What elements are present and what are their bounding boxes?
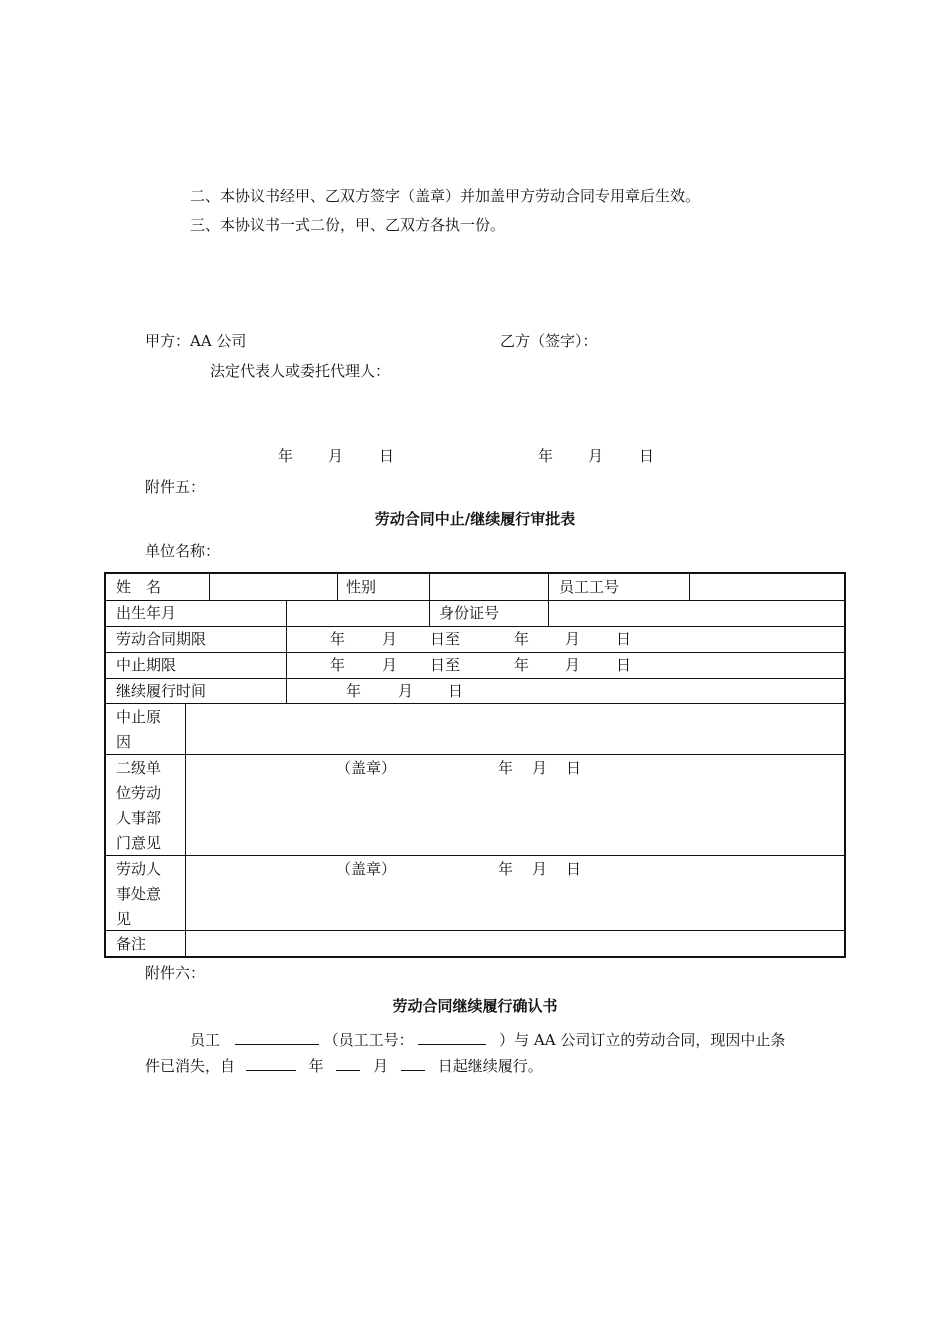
suspend-reason-label: 因	[116, 733, 132, 751]
attachment-5-title: 劳动合同中止/继续履行审批表	[374, 510, 576, 528]
suspend-term-label: 中止期限	[116, 656, 177, 674]
suspend-reason-label: 中止原	[116, 708, 162, 726]
date-day-to: 日至	[430, 630, 461, 648]
dept-opinion-label: 门意见	[116, 834, 162, 852]
name-label: 姓 名	[116, 578, 162, 596]
attachment-6-label: 附件六：	[145, 964, 206, 982]
date-year: 年	[498, 860, 514, 878]
date-year: 年	[498, 759, 514, 777]
date-year: 年	[330, 656, 346, 674]
date-year: 年	[514, 630, 530, 648]
confirmation-line-1	[190, 1028, 785, 1050]
attachment-6-title: 劳动合同继续履行确认书	[392, 997, 558, 1015]
date-day: 日	[639, 447, 655, 465]
date-month: 月	[565, 656, 581, 674]
clause-2: 二、本协议书经甲、乙双方签字（盖章）并加盖甲方劳动合同专用章后生效。	[190, 187, 701, 205]
date-day: 日	[379, 447, 395, 465]
date-day: 日	[448, 682, 464, 700]
date-day-to: 日至	[430, 656, 461, 674]
legal-representative: 法定代表人或委托代理人：	[210, 362, 391, 380]
employee-name-blank[interactable]	[235, 1028, 319, 1045]
unit-name-label: 单位名称：	[145, 542, 221, 560]
employee-label: 员工	[190, 1031, 221, 1049]
date-day: 日	[566, 860, 582, 878]
date-year: 年	[330, 630, 346, 648]
resume-from-label: 件已消失，自	[145, 1057, 236, 1075]
date-month: 月	[588, 447, 604, 465]
date-month: 月	[565, 630, 581, 648]
date-month: 月	[382, 630, 398, 648]
party-b: 乙方（签字）：	[500, 332, 598, 350]
employee-id-open: （员工工号：	[323, 1031, 414, 1049]
approval-table	[104, 572, 846, 958]
contract-clause: ）与 AA 公司订立的劳动合同，现因中止条	[499, 1031, 786, 1049]
employee-id-label: 员工工号	[559, 578, 620, 596]
resume-time-label: 继续履行时间	[116, 682, 207, 700]
resume-month-blank[interactable]	[336, 1054, 360, 1071]
date-month: 月	[328, 447, 344, 465]
date-month: 月	[382, 656, 398, 674]
month-label: 月	[373, 1057, 389, 1075]
hr-opinion-label: 见	[116, 910, 132, 928]
id-card-label: 身份证号	[439, 604, 500, 622]
dept-opinion-label: 二级单	[116, 759, 162, 777]
resume-day-blank[interactable]	[401, 1054, 425, 1071]
seal-text: （盖章）	[336, 860, 397, 878]
date-year: 年	[278, 447, 294, 465]
seal-text: （盖章）	[336, 759, 397, 777]
birth-date-label: 出生年月	[116, 604, 177, 622]
dept-opinion-label: 人事部	[116, 809, 162, 827]
date-month: 月	[532, 860, 548, 878]
date-day: 日	[616, 656, 632, 674]
clause-3: 三、本协议书一式二份，甲、乙双方各执一份。	[190, 216, 506, 234]
date-day: 日	[616, 630, 632, 648]
year-label: 年	[308, 1057, 324, 1075]
date-month: 月	[398, 682, 414, 700]
employee-id-blank[interactable]	[418, 1028, 486, 1045]
date-day: 日	[566, 759, 582, 777]
resume-year-blank[interactable]	[246, 1054, 296, 1071]
date-month: 月	[532, 759, 548, 777]
gender-label: 性别	[346, 578, 377, 596]
remarks-label: 备注	[116, 935, 147, 953]
attachment-5-label: 附件五：	[145, 478, 206, 496]
resume-end-label: 日起继续履行。	[437, 1057, 543, 1075]
contract-term-label: 劳动合同期限	[116, 630, 207, 648]
date-year: 年	[538, 447, 554, 465]
date-year: 年	[514, 656, 530, 674]
confirmation-line-2	[145, 1054, 543, 1076]
hr-opinion-label: 劳动人	[116, 860, 162, 878]
hr-opinion-label: 事处意	[116, 885, 162, 903]
dept-opinion-label: 位劳动	[116, 784, 162, 802]
date-year: 年	[346, 682, 362, 700]
party-a: 甲方：AA 公司	[145, 332, 247, 350]
